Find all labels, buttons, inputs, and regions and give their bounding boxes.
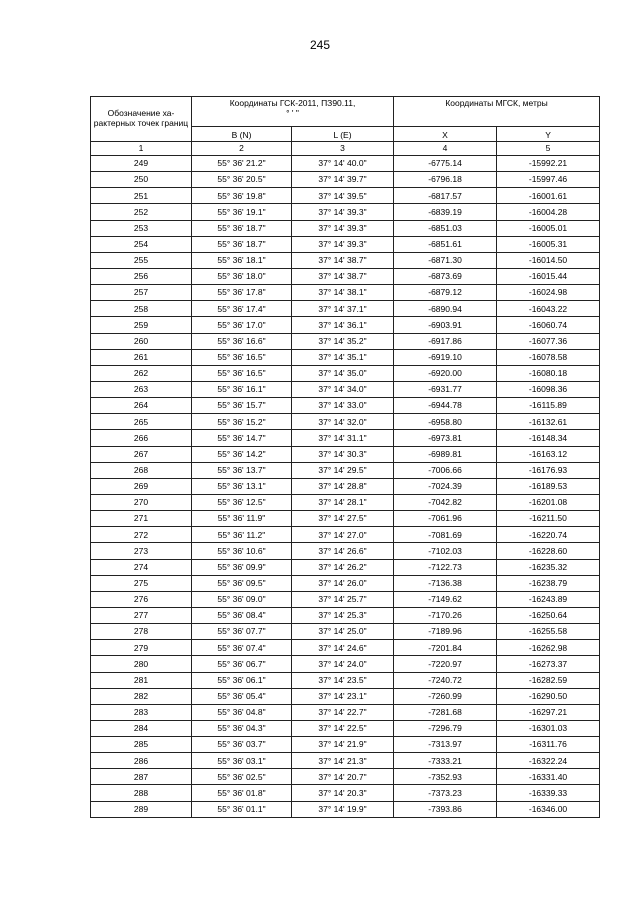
cell-coord-y: -16014.50 xyxy=(497,252,600,268)
header-num-1: 1 xyxy=(91,142,192,156)
cell-coord-x: -7149.62 xyxy=(394,591,497,607)
cell-lat-b: 55° 36' 18.7" xyxy=(192,236,292,252)
cell-lat-b: 55° 36' 15.7" xyxy=(192,398,292,414)
cell-coord-x: -6920.00 xyxy=(394,365,497,381)
cell-point-id: 251 xyxy=(91,188,192,204)
table-row xyxy=(91,704,600,720)
cell-point-id: 289 xyxy=(91,801,192,817)
cell-lat-b: 55° 36' 04.3" xyxy=(192,720,292,736)
cell-point-id: 273 xyxy=(91,543,192,559)
cell-point-id: 279 xyxy=(91,640,192,656)
cell-lon-l: 37° 14' 27.5" xyxy=(292,511,394,527)
cell-point-id: 270 xyxy=(91,494,192,510)
header-mgsk-system: Координаты МГСК, метры xyxy=(394,97,600,127)
cell-lat-b: 55° 36' 07.7" xyxy=(192,624,292,640)
table-row xyxy=(91,801,600,817)
table-row xyxy=(91,688,600,704)
cell-point-id: 282 xyxy=(91,688,192,704)
cell-point-id: 285 xyxy=(91,737,192,753)
cell-lon-l: 37° 14' 35.2" xyxy=(292,333,394,349)
cell-lon-l: 37° 14' 20.3" xyxy=(292,785,394,801)
table-row xyxy=(91,381,600,397)
table-row xyxy=(91,672,600,688)
cell-coord-x: -6989.81 xyxy=(394,446,497,462)
cell-coord-y: -16077.36 xyxy=(497,333,600,349)
cell-lon-l: 37° 14' 32.0" xyxy=(292,414,394,430)
header-num-5: 5 xyxy=(497,142,600,156)
cell-lat-b: 55° 36' 14.2" xyxy=(192,446,292,462)
cell-coord-x: -7313.97 xyxy=(394,737,497,753)
cell-coord-y: -16243.89 xyxy=(497,591,600,607)
table-row xyxy=(91,188,600,204)
cell-lat-b: 55° 36' 19.1" xyxy=(192,204,292,220)
cell-coord-y: -16346.00 xyxy=(497,801,600,817)
cell-lon-l: 37° 14' 31.1" xyxy=(292,430,394,446)
table-row xyxy=(91,220,600,236)
header-num-3: 3 xyxy=(292,142,394,156)
cell-point-id: 265 xyxy=(91,414,192,430)
cell-lon-l: 37° 14' 23.1" xyxy=(292,688,394,704)
header-gsk-units: ° ' " xyxy=(286,107,299,118)
cell-point-id: 271 xyxy=(91,511,192,527)
cell-lon-l: 37° 14' 29.5" xyxy=(292,462,394,478)
cell-coord-x: -6973.81 xyxy=(394,430,497,446)
cell-coord-y: -16220.74 xyxy=(497,527,600,543)
cell-coord-x: -6839.19 xyxy=(394,204,497,220)
cell-lon-l: 37° 14' 26.6" xyxy=(292,543,394,559)
cell-coord-x: -6919.10 xyxy=(394,349,497,365)
cell-coord-x: -7024.39 xyxy=(394,478,497,494)
cell-coord-x: -7240.72 xyxy=(394,672,497,688)
cell-coord-x: -6817.57 xyxy=(394,188,497,204)
cell-lon-l: 37° 14' 21.3" xyxy=(292,753,394,769)
table-row xyxy=(91,769,600,785)
cell-coord-y: -16228.60 xyxy=(497,543,600,559)
table-row xyxy=(91,430,600,446)
cell-point-id: 288 xyxy=(91,785,192,801)
cell-lat-b: 55° 36' 03.1" xyxy=(192,753,292,769)
table-row xyxy=(91,365,600,381)
cell-point-id: 255 xyxy=(91,252,192,268)
cell-lat-b: 55° 36' 11.9" xyxy=(192,511,292,527)
table-row xyxy=(91,753,600,769)
cell-point-id: 269 xyxy=(91,478,192,494)
cell-point-id: 258 xyxy=(91,301,192,317)
header-col-b: B (N) xyxy=(192,127,292,142)
cell-lon-l: 37° 14' 38.7" xyxy=(292,268,394,284)
table-row xyxy=(91,607,600,623)
cell-point-id: 266 xyxy=(91,430,192,446)
cell-lon-l: 37° 14' 36.1" xyxy=(292,317,394,333)
cell-lat-b: 55° 36' 16.5" xyxy=(192,349,292,365)
cell-lon-l: 37° 14' 38.1" xyxy=(292,285,394,301)
cell-lon-l: 37° 14' 35.1" xyxy=(292,349,394,365)
cell-point-id: 276 xyxy=(91,591,192,607)
cell-coord-y: -16211.50 xyxy=(497,511,600,527)
cell-coord-y: -16238.79 xyxy=(497,575,600,591)
header-col-x: X xyxy=(394,127,497,142)
cell-lat-b: 55° 36' 13.1" xyxy=(192,478,292,494)
cell-point-id: 249 xyxy=(91,156,192,172)
cell-coord-y: -16163.12 xyxy=(497,446,600,462)
cell-coord-y: -16005.31 xyxy=(497,236,600,252)
cell-coord-x: -7201.84 xyxy=(394,640,497,656)
cell-point-id: 281 xyxy=(91,672,192,688)
cell-coord-y: -16004.28 xyxy=(497,204,600,220)
cell-point-id: 262 xyxy=(91,365,192,381)
cell-point-id: 257 xyxy=(91,285,192,301)
cell-lon-l: 37° 14' 21.9" xyxy=(292,737,394,753)
cell-coord-x: -7333.21 xyxy=(394,753,497,769)
cell-coord-y: -16297.21 xyxy=(497,704,600,720)
cell-lat-b: 55° 36' 11.2" xyxy=(192,527,292,543)
header-gsk-title: Координаты ГСК-2011, ПЗ90.11, xyxy=(229,98,356,108)
cell-lat-b: 55° 36' 10.6" xyxy=(192,543,292,559)
cell-lon-l: 37° 14' 39.3" xyxy=(292,236,394,252)
cell-lat-b: 55° 36' 20.5" xyxy=(192,172,292,188)
cell-lat-b: 55° 36' 21.2" xyxy=(192,156,292,172)
cell-lon-l: 37° 14' 28.8" xyxy=(292,478,394,494)
cell-point-id: 272 xyxy=(91,527,192,543)
table-row xyxy=(91,252,600,268)
table-row xyxy=(91,462,600,478)
cell-coord-x: -7373.23 xyxy=(394,785,497,801)
cell-lat-b: 55° 36' 16.6" xyxy=(192,333,292,349)
cell-point-id: 256 xyxy=(91,268,192,284)
cell-lon-l: 37° 14' 37.1" xyxy=(292,301,394,317)
cell-lat-b: 55° 36' 18.1" xyxy=(192,252,292,268)
cell-coord-x: -7122.73 xyxy=(394,559,497,575)
cell-coord-x: -7296.79 xyxy=(394,720,497,736)
cell-lon-l: 37° 14' 25.0" xyxy=(292,624,394,640)
cell-coord-x: -7281.68 xyxy=(394,704,497,720)
table-row xyxy=(91,624,600,640)
cell-coord-x: -6879.12 xyxy=(394,285,497,301)
cell-point-id: 277 xyxy=(91,607,192,623)
cell-lon-l: 37° 14' 22.7" xyxy=(292,704,394,720)
cell-lat-b: 55° 36' 03.7" xyxy=(192,737,292,753)
header-num-2: 2 xyxy=(192,142,292,156)
table-row xyxy=(91,317,600,333)
cell-coord-x: -7220.97 xyxy=(394,656,497,672)
cell-coord-y: -15992.21 xyxy=(497,156,600,172)
cell-coord-y: -16189.53 xyxy=(497,478,600,494)
table-row xyxy=(91,333,600,349)
cell-coord-x: -6775.14 xyxy=(394,156,497,172)
cell-coord-x: -6944.78 xyxy=(394,398,497,414)
cell-coord-x: -6796.18 xyxy=(394,172,497,188)
cell-lon-l: 37° 14' 24.0" xyxy=(292,656,394,672)
cell-point-id: 252 xyxy=(91,204,192,220)
cell-lon-l: 37° 14' 40.0" xyxy=(292,156,394,172)
cell-coord-y: -16080.18 xyxy=(497,365,600,381)
cell-lon-l: 37° 14' 28.1" xyxy=(292,494,394,510)
cell-coord-x: -7352.93 xyxy=(394,769,497,785)
cell-lat-b: 55° 36' 13.7" xyxy=(192,462,292,478)
cell-coord-x: -7136.38 xyxy=(394,575,497,591)
cell-coord-x: -6890.94 xyxy=(394,301,497,317)
cell-lat-b: 55° 36' 09.9" xyxy=(192,559,292,575)
cell-lon-l: 37° 14' 34.0" xyxy=(292,381,394,397)
cell-lon-l: 37° 14' 30.3" xyxy=(292,446,394,462)
cell-coord-x: -6903.91 xyxy=(394,317,497,333)
cell-coord-y: -15997.46 xyxy=(497,172,600,188)
cell-point-id: 267 xyxy=(91,446,192,462)
cell-lat-b: 55° 36' 18.7" xyxy=(192,220,292,236)
cell-lon-l: 37° 14' 39.5" xyxy=(292,188,394,204)
cell-coord-y: -16132.61 xyxy=(497,414,600,430)
cell-coord-x: -7102.03 xyxy=(394,543,497,559)
cell-coord-y: -16262.98 xyxy=(497,640,600,656)
table-row xyxy=(91,737,600,753)
cell-coord-x: -6851.03 xyxy=(394,220,497,236)
cell-coord-x: -6871.30 xyxy=(394,252,497,268)
cell-lat-b: 55° 36' 09.5" xyxy=(192,575,292,591)
cell-coord-y: -16015.44 xyxy=(497,268,600,284)
cell-coord-x: -6958.80 xyxy=(394,414,497,430)
cell-point-id: 284 xyxy=(91,720,192,736)
cell-lon-l: 37° 14' 38.7" xyxy=(292,252,394,268)
cell-lat-b: 55° 36' 06.1" xyxy=(192,672,292,688)
cell-lat-b: 55° 36' 12.5" xyxy=(192,494,292,510)
cell-coord-x: -7260.99 xyxy=(394,688,497,704)
cell-coord-x: -6851.61 xyxy=(394,236,497,252)
header-col-y: Y xyxy=(497,127,600,142)
table-row xyxy=(91,268,600,284)
cell-point-id: 261 xyxy=(91,349,192,365)
cell-coord-x: -7061.96 xyxy=(394,511,497,527)
cell-point-id: 278 xyxy=(91,624,192,640)
cell-point-id: 280 xyxy=(91,656,192,672)
table-row xyxy=(91,446,600,462)
table-row xyxy=(91,494,600,510)
cell-lat-b: 55° 36' 07.4" xyxy=(192,640,292,656)
table-row xyxy=(91,349,600,365)
header-col-l: L (E) xyxy=(292,127,394,142)
cell-coord-y: -16024.98 xyxy=(497,285,600,301)
cell-lon-l: 37° 14' 19.9" xyxy=(292,801,394,817)
cell-coord-y: -16331.40 xyxy=(497,769,600,785)
cell-coord-x: -7042.82 xyxy=(394,494,497,510)
table-row xyxy=(91,511,600,527)
cell-lon-l: 37° 14' 20.7" xyxy=(292,769,394,785)
cell-lat-b: 55° 36' 14.7" xyxy=(192,430,292,446)
table-row xyxy=(91,543,600,559)
cell-coord-x: -7081.69 xyxy=(394,527,497,543)
cell-coord-y: -16176.93 xyxy=(497,462,600,478)
table-header xyxy=(91,97,600,156)
cell-coord-x: -6917.86 xyxy=(394,333,497,349)
cell-lon-l: 37° 14' 26.0" xyxy=(292,575,394,591)
table-row xyxy=(91,156,600,172)
cell-lat-b: 55° 36' 19.8" xyxy=(192,188,292,204)
cell-coord-y: -16098.36 xyxy=(497,381,600,397)
cell-coord-x: -7189.96 xyxy=(394,624,497,640)
cell-lon-l: 37° 14' 33.0" xyxy=(292,398,394,414)
cell-coord-x: -7006.66 xyxy=(394,462,497,478)
table-row xyxy=(91,236,600,252)
cell-coord-x: -6873.69 xyxy=(394,268,497,284)
cell-lon-l: 37° 14' 26.2" xyxy=(292,559,394,575)
table-row xyxy=(91,172,600,188)
cell-coord-y: -16311.76 xyxy=(497,737,600,753)
cell-coord-y: -16273.37 xyxy=(497,656,600,672)
cell-lat-b: 55° 36' 17.0" xyxy=(192,317,292,333)
cell-coord-y: -16322.24 xyxy=(497,753,600,769)
cell-lat-b: 55° 36' 08.4" xyxy=(192,607,292,623)
cell-coord-y: -16282.59 xyxy=(497,672,600,688)
header-num-4: 4 xyxy=(394,142,497,156)
cell-lat-b: 55° 36' 17.8" xyxy=(192,285,292,301)
cell-lat-b: 55° 36' 18.0" xyxy=(192,268,292,284)
cell-point-id: 250 xyxy=(91,172,192,188)
header-gsk-system xyxy=(192,97,394,127)
cell-point-id: 263 xyxy=(91,381,192,397)
cell-coord-x: -7170.26 xyxy=(394,607,497,623)
cell-coord-x: -7393.86 xyxy=(394,801,497,817)
cell-lat-b: 55° 36' 06.7" xyxy=(192,656,292,672)
table-row xyxy=(91,301,600,317)
table-row xyxy=(91,640,600,656)
cell-coord-x: -6931.77 xyxy=(394,381,497,397)
cell-lat-b: 55° 36' 02.5" xyxy=(192,769,292,785)
cell-lat-b: 55° 36' 16.5" xyxy=(192,365,292,381)
cell-point-id: 268 xyxy=(91,462,192,478)
cell-lon-l: 37° 14' 35.0" xyxy=(292,365,394,381)
table-row xyxy=(91,591,600,607)
cell-lat-b: 55° 36' 16.1" xyxy=(192,381,292,397)
header-point-label: Обозначение ха-рактерных точек границ xyxy=(91,97,192,142)
cell-point-id: 286 xyxy=(91,753,192,769)
page-number: 245 xyxy=(309,38,331,52)
cell-coord-y: -16001.61 xyxy=(497,188,600,204)
cell-lon-l: 37° 14' 25.3" xyxy=(292,607,394,623)
table-row xyxy=(91,559,600,575)
table-row xyxy=(91,285,600,301)
cell-coord-y: -16250.64 xyxy=(497,607,600,623)
cell-point-id: 259 xyxy=(91,317,192,333)
table-row xyxy=(91,656,600,672)
coordinates-table xyxy=(90,96,600,818)
cell-lat-b: 55° 36' 15.2" xyxy=(192,414,292,430)
cell-coord-y: -16060.74 xyxy=(497,317,600,333)
cell-lat-b: 55° 36' 01.1" xyxy=(192,801,292,817)
cell-lon-l: 37° 14' 23.5" xyxy=(292,672,394,688)
table-row xyxy=(91,575,600,591)
table-row xyxy=(91,785,600,801)
cell-coord-y: -16339.33 xyxy=(497,785,600,801)
cell-coord-y: -16201.08 xyxy=(497,494,600,510)
cell-lat-b: 55° 36' 04.8" xyxy=(192,704,292,720)
table-row xyxy=(91,720,600,736)
cell-lon-l: 37° 14' 27.0" xyxy=(292,527,394,543)
cell-coord-y: -16148.34 xyxy=(497,430,600,446)
table-body xyxy=(91,156,600,818)
cell-coord-y: -16078.58 xyxy=(497,349,600,365)
cell-point-id: 283 xyxy=(91,704,192,720)
cell-coord-y: -16005.01 xyxy=(497,220,600,236)
table-row xyxy=(91,527,600,543)
cell-lat-b: 55° 36' 01.8" xyxy=(192,785,292,801)
cell-lat-b: 55° 36' 09.0" xyxy=(192,591,292,607)
cell-point-id: 274 xyxy=(91,559,192,575)
cell-lon-l: 37° 14' 22.5" xyxy=(292,720,394,736)
cell-point-id: 275 xyxy=(91,575,192,591)
cell-coord-y: -16301.03 xyxy=(497,720,600,736)
table-row xyxy=(91,478,600,494)
cell-point-id: 287 xyxy=(91,769,192,785)
cell-lat-b: 55° 36' 17.4" xyxy=(192,301,292,317)
table-row xyxy=(91,204,600,220)
cell-coord-y: -16115.89 xyxy=(497,398,600,414)
table-row xyxy=(91,398,600,414)
cell-lon-l: 37° 14' 25.7" xyxy=(292,591,394,607)
table-row xyxy=(91,414,600,430)
cell-lon-l: 37° 14' 39.3" xyxy=(292,220,394,236)
cell-coord-y: -16235.32 xyxy=(497,559,600,575)
cell-coord-y: -16255.58 xyxy=(497,624,600,640)
cell-lon-l: 37° 14' 24.6" xyxy=(292,640,394,656)
cell-point-id: 264 xyxy=(91,398,192,414)
cell-lon-l: 37° 14' 39.3" xyxy=(292,204,394,220)
cell-point-id: 253 xyxy=(91,220,192,236)
cell-lat-b: 55° 36' 05.4" xyxy=(192,688,292,704)
cell-point-id: 260 xyxy=(91,333,192,349)
cell-point-id: 254 xyxy=(91,236,192,252)
cell-coord-y: -16043.22 xyxy=(497,301,600,317)
cell-lon-l: 37° 14' 39.7" xyxy=(292,172,394,188)
cell-coord-y: -16290.50 xyxy=(497,688,600,704)
